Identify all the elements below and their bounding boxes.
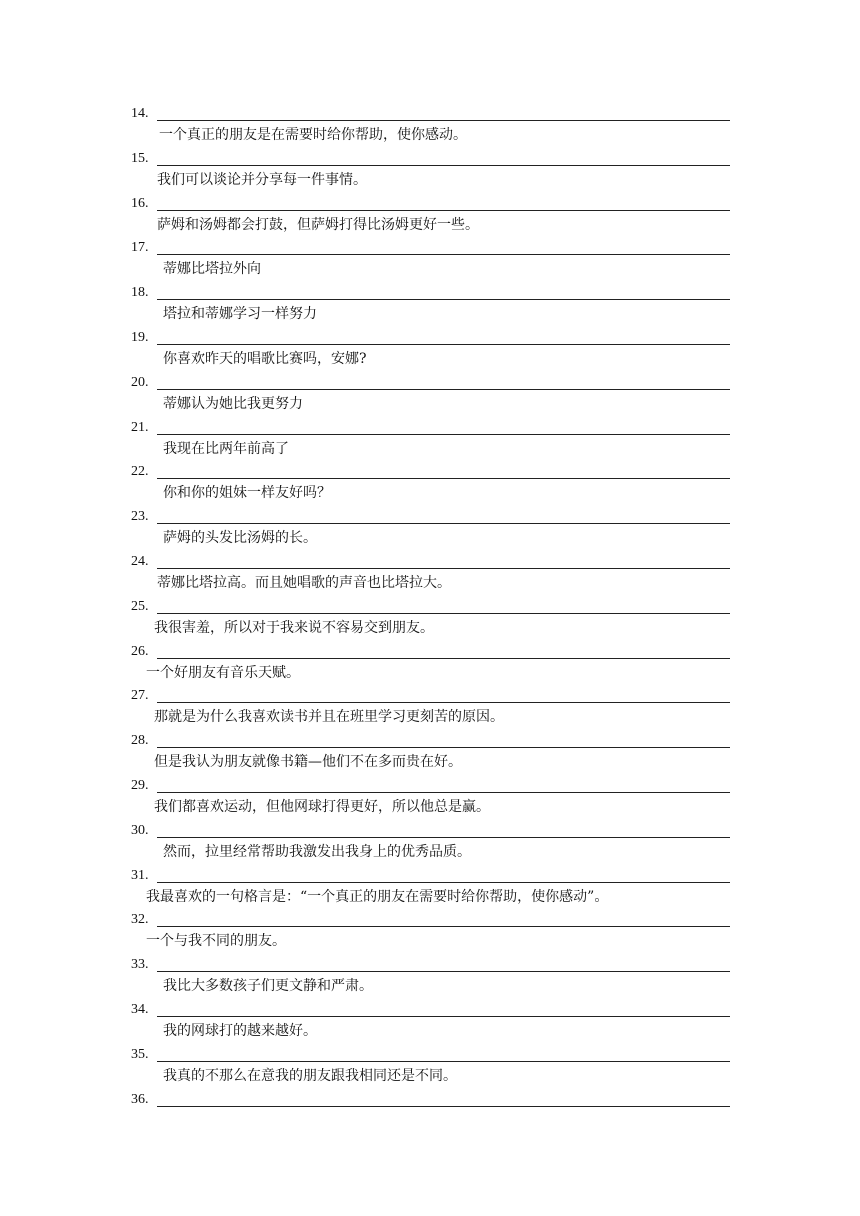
answer-line[interactable] [157, 1106, 730, 1107]
chinese-sentence: 萨姆的头发比汤姆的长。 [163, 530, 317, 547]
translation-item [0, 106, 860, 151]
item-number: 26. [131, 643, 149, 659]
translation-item [0, 151, 860, 196]
item-number: 25. [131, 598, 149, 614]
chinese-sentence: 萨姆和汤姆都会打鼓，但萨姆打得比汤姆更好一些。 [157, 216, 479, 233]
translation-item [0, 240, 860, 285]
answer-line[interactable] [157, 568, 730, 569]
item-number: 34. [131, 1002, 149, 1017]
answer-line[interactable] [157, 1061, 730, 1062]
translation-item [0, 330, 860, 375]
translation-item [0, 554, 860, 599]
chinese-sentence: 我最喜欢的一句格言是：“一个真正的朋友在需要时给你帮助，使你感动”。 [146, 888, 609, 905]
chinese-sentence: 我现在比两年前高了 [163, 440, 289, 457]
chinese-sentence: 我们都喜欢运动，但他网球打得更好，所以他总是赢。 [154, 799, 490, 815]
answer-line[interactable] [157, 344, 730, 345]
item-number: 29. [131, 778, 149, 793]
item-number: 23. [131, 509, 149, 525]
answer-line[interactable] [157, 165, 730, 166]
answer-line[interactable] [157, 926, 730, 927]
chinese-sentence: 你喜欢昨天的唱歌比赛吗，安娜? [163, 351, 367, 367]
item-number: 28. [131, 733, 149, 749]
chinese-sentence: 我们可以谈论并分享每一件事情。 [157, 171, 367, 188]
answer-line[interactable] [157, 613, 730, 614]
chinese-sentence: 但是我认为朋友就像书籍—他们不在多而贵在好。 [154, 754, 462, 771]
answer-line[interactable] [157, 254, 730, 255]
chinese-sentence: 我比大多数孩子们更文静和严肃。 [163, 978, 373, 995]
chinese-sentence: 一个好朋友有音乐天赋。 [146, 664, 300, 681]
item-number: 20. [131, 374, 149, 390]
answer-line[interactable] [157, 837, 730, 838]
answer-line[interactable] [157, 971, 730, 972]
translation-item [0, 464, 860, 509]
answer-line[interactable] [157, 747, 730, 748]
item-number: 27. [131, 688, 149, 704]
translation-item [0, 868, 860, 913]
chinese-sentence: 我真的不那么在意我的朋友跟我相同还是不同。 [163, 1067, 457, 1084]
item-number: 36. [131, 1091, 149, 1107]
answer-line[interactable] [157, 120, 730, 121]
item-number: 33. [131, 957, 149, 973]
translation-item [0, 375, 860, 420]
chinese-sentence: 蒂娜比塔拉外向 [163, 261, 261, 278]
chinese-sentence: 然而，拉里经常帮助我激发出我身上的优秀品质。 [163, 843, 471, 860]
translation-item [0, 823, 860, 868]
answer-line[interactable] [157, 1016, 730, 1017]
translation-item [0, 599, 860, 644]
translation-item [0, 957, 860, 1002]
item-number: 15. [131, 150, 149, 166]
translation-item [0, 1002, 860, 1047]
chinese-sentence: 蒂娜比塔拉高。而且她唱歌的声音也比塔拉大。 [157, 575, 451, 591]
translation-item [0, 1092, 860, 1137]
item-number: 21. [131, 419, 149, 435]
chinese-sentence: 我很害羞，所以对于我来说不容易交到朋友。 [154, 619, 434, 636]
answer-line[interactable] [157, 658, 730, 659]
answer-line[interactable] [157, 882, 730, 883]
answer-line[interactable] [157, 523, 730, 524]
translation-item [0, 778, 860, 823]
translation-item [0, 1047, 860, 1092]
item-number: 32. [131, 912, 149, 928]
chinese-sentence: 你和你的姐妹一样友好吗？ [163, 485, 331, 502]
translation-item [0, 509, 860, 554]
chinese-sentence: 蒂娜认为她比我更努力 [163, 395, 303, 412]
answer-line[interactable] [157, 389, 730, 390]
item-number: 18. [131, 285, 149, 301]
item-number: 14. [131, 106, 149, 121]
translation-item [0, 420, 860, 465]
chinese-sentence: 塔拉和蒂娜学习一样努力 [163, 306, 317, 323]
chinese-sentence: 我的网球打的越来越好。 [163, 1023, 317, 1039]
chinese-sentence: 一个与我不同的朋友。 [146, 933, 286, 950]
chinese-sentence: 一个真正的朋友是在需要时给你帮助，使你感动。 [159, 127, 467, 143]
answer-line[interactable] [157, 792, 730, 793]
item-number: 31. [131, 867, 149, 883]
translation-item [0, 285, 860, 330]
answer-line[interactable] [157, 478, 730, 479]
answer-line[interactable] [157, 299, 730, 300]
translation-item [0, 196, 860, 241]
translation-item [0, 912, 860, 957]
item-number: 30. [131, 822, 149, 838]
answer-line[interactable] [157, 210, 730, 211]
chinese-sentence: 那就是为什么我喜欢读书并且在班里学习更刻苦的原因。 [154, 709, 504, 726]
item-number: 17. [131, 240, 149, 256]
item-number: 19. [131, 330, 149, 345]
item-number: 35. [131, 1046, 149, 1062]
answer-line[interactable] [157, 702, 730, 703]
item-number: 16. [131, 195, 149, 211]
translation-item [0, 733, 860, 778]
item-number: 24. [131, 554, 149, 569]
answer-line[interactable] [157, 434, 730, 435]
item-number: 22. [131, 464, 149, 480]
translation-item [0, 688, 860, 733]
translation-item [0, 644, 860, 689]
